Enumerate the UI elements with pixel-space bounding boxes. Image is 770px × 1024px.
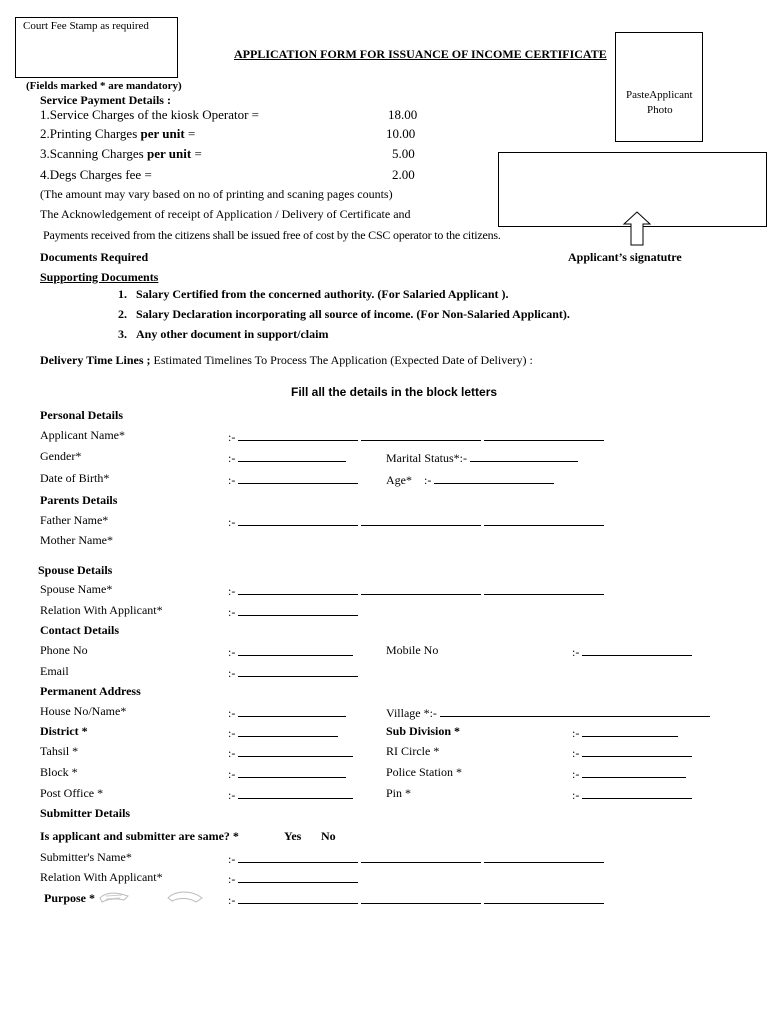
mandatory-note: (Fields marked * are mandatory) [26,80,182,92]
relation-field[interactable]: :- [228,603,358,620]
tahsil-label: Tahsil * [40,744,79,758]
applicant-name-field[interactable]: :- [228,428,604,445]
submitter-name-field[interactable]: :- [228,850,604,867]
age-field[interactable]: Age* :- [386,471,554,488]
list-item: 3. Any other document in support/claim [118,327,329,341]
applicant-name-label: Applicant Name* [40,428,125,442]
no-option[interactable]: No [321,829,336,843]
charge-label: 2.Printing Charges per unit = [40,126,196,141]
list-item: 1. Salary Certified from the concerned authority. (For Salaried Applicant ). [118,287,509,301]
block-field[interactable]: :- [228,765,346,782]
tahsil-field[interactable]: :- [228,744,353,761]
stamp-label: Court Fee Stamp as required [23,20,149,32]
district-field[interactable]: :- [228,724,338,741]
section-permanent: Permanent Address [40,684,141,698]
village-field[interactable]: Village *:- [386,704,710,721]
spouse-name-field[interactable]: :- [228,582,604,599]
applicant-photo-box[interactable] [615,32,703,142]
photo-label-2: Photo [647,104,673,116]
phone-field[interactable]: :- [228,643,353,660]
submitter-name-label: Submitter's Name* [40,850,132,864]
submitter-relation-label: Relation With Applicant* [40,870,163,884]
charge-label: 4.Degs Charges fee = [40,167,152,182]
police-station-label: Police Station * [386,765,462,779]
documents-required: Documents Required [40,250,149,264]
email-field[interactable]: :- [228,664,358,681]
charge-label: 3.Scanning Charges per unit = [40,146,202,161]
section-parents: Parents Details [40,493,118,507]
subdivision-field[interactable]: :- [572,724,678,741]
court-fee-stamp-box [15,17,178,78]
form-title: APPLICATION FORM FOR ISSUANCE OF INCOME CERTIFICATE [234,47,607,61]
relation-label: Relation With Applicant* [40,603,163,617]
section-contact: Contact Details [40,623,119,637]
delivery-timelines: Delivery Time Lines ; Estimated Timelines To Process The Application (Expected Date of Delivery) : [40,353,533,367]
yes-option[interactable]: Yes [284,829,302,843]
charge-amount: 2.00 [392,167,415,182]
charge-amount: 18.00 [388,107,418,122]
charge-amount: 5.00 [392,146,415,161]
ri-circle-label: RI Circle * [386,744,440,758]
signature-label: Applicant’s signatutre [568,250,682,264]
mobile-field[interactable]: :- [572,643,692,660]
arrow-up-icon [622,211,652,247]
submitter-relation-field[interactable]: :- [228,870,358,887]
note-ack-2: Payments received from the citizens shall be issued free of cost by the CSC operator to the citizens. [43,228,501,242]
house-label: House No/Name* [40,704,127,718]
section-submitter: Submitter Details [40,806,131,820]
same-question: Is applicant and submitter are same? * [40,829,239,843]
note-ack-1: The Acknowledgement of receipt of Application / Delivery of Certificate and [40,207,411,221]
district-label: District * [40,724,88,738]
dob-field[interactable]: :- [228,471,358,488]
mobile-label: Mobile No [386,643,439,657]
block-label: Block * [40,765,78,779]
service-heading: Service Payment Details : [40,93,171,107]
section-spouse: Spouse Details [38,563,113,577]
hand-pointer-icon [98,890,132,906]
post-office-field[interactable]: :- [228,786,353,803]
section-personal: Personal Details [40,408,123,422]
hand-pointer-icon [166,888,206,906]
supporting-documents: Supporting Documents [40,270,159,284]
father-name-field[interactable]: :- [228,513,604,530]
charge-amount: 10.00 [386,126,416,141]
purpose-field[interactable]: :- [228,891,604,908]
police-station-field[interactable]: :- [572,765,686,782]
father-name-label: Father Name* [40,513,109,527]
pin-field[interactable]: :- [572,786,692,803]
photo-label-1: PasteApplicant [626,89,693,101]
marital-status-field[interactable]: Marital Status*:- [386,449,578,466]
mother-name-label: Mother Name* [40,533,113,547]
phone-label: Phone No [40,643,88,657]
charge-label: 1.Service Charges of the kiosk Operator = [40,107,260,122]
block-letters-note: Fill all the details in the block letters [291,385,498,399]
note-amount: (The amount may vary based on no of printing and scaning pages counts) [40,187,393,201]
purpose-label: Purpose * [44,891,95,905]
subdivision-label: Sub Division * [386,724,461,738]
house-field[interactable]: :- [228,704,346,721]
gender-field[interactable]: :- [228,449,346,466]
list-item: 2. Salary Declaration incorporating all source of income. (For Non-Salaried Applicant). [118,307,570,321]
post-office-label: Post Office * [40,786,104,800]
pin-label: Pin * [386,786,412,800]
spouse-name-label: Spouse Name* [40,582,113,596]
email-label: Email [40,664,69,678]
gender-label: Gender* [40,449,82,463]
dob-label: Date of Birth* [40,471,110,485]
ri-circle-field[interactable]: :- [572,744,692,761]
